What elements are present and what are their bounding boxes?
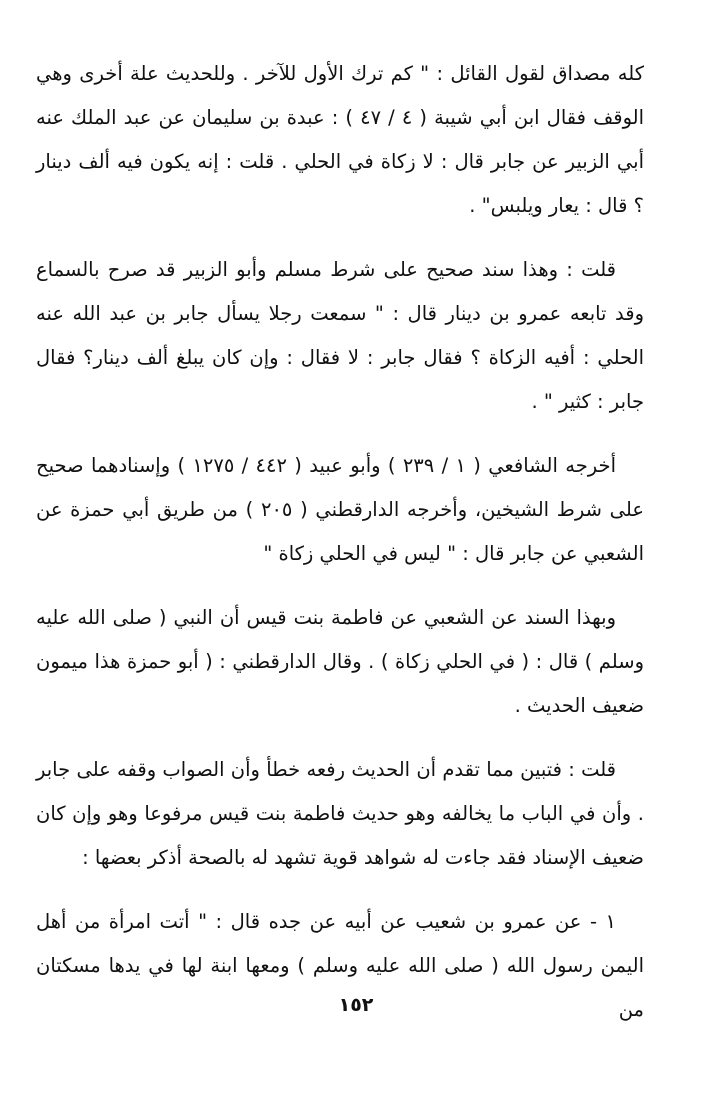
paragraph-5: قلت : فتبين مما تقدم أن الحديث رفعه خطأ وأن الصواب وقفه على جابر . وأن في الباب ما يخالفه وهو حديث فاطمة بنت قيس مرفوعا وهو وإن كان ضعيف الإسناد فقد جاءت له شواهد قوية تشهد له بالصحة أذكر بعضها :	[36, 758, 644, 869]
paragraph-6: ١ - عن عمرو بن شعيب عن أبيه عن جده قال : " أتت امرأة من أهل اليمن رسول الله ( صلى الله عليه وسلم ) ومعها ابنة لها في يدها مسكتان من	[36, 910, 644, 1021]
page-body	[36, 52, 644, 1052]
page-number: ١٥٢	[338, 994, 374, 1016]
paragraph-3: أخرجه الشافعي ( ١ / ٢٣٩ ) وأبو عبيد ( ٤٤٢ / ١٢٧٥ ) وإسنادهما صحيح على شرط الشيخين، وأخرجه الدارقطني ( ٢٠٥ ) من طريق أبي حمزة عن الشعبي عن جابر قال : " ليس في الحلي زكاة "	[36, 454, 644, 565]
paragraph-2: قلت : وهذا سند صحيح على شرط مسلم وأبو الزبير قد صرح بالسماع وقد تابعه عمرو بن دينار قال : " سمعت رجلا يسأل جابر بن عبد الله عنه الحلي : أفيه الزكاة ؟ فقال جابر : لا فقال : وإن كان يبلغ ألف دينار؟ فقال جابر : كثير " .	[36, 258, 644, 413]
paragraph-4: وبهذا السند عن الشعبي عن فاطمة بنت قيس أن النبي ( صلى الله عليه وسلم ) قال : ( في الحلي زكاة ) . وقال الدارقطني : ( أبو حمزة هذا ميمون ضعيف الحديث .	[36, 606, 644, 717]
paragraph-1: كله مصداق لقول القائل : " كم ترك الأول للآخر . وللحديث علة أخرى وهي الوقف فقال ابن أبي شيبة ( ٤ / ٤٧ ) : عبدة بن سليمان عن عبد الملك عنه أبي الزبير عن جابر قال : لا زكاة في الحلي . قلت : إنه يكون فيه ألف دينار ؟ قال : يعار ويلبس" .	[36, 62, 645, 217]
